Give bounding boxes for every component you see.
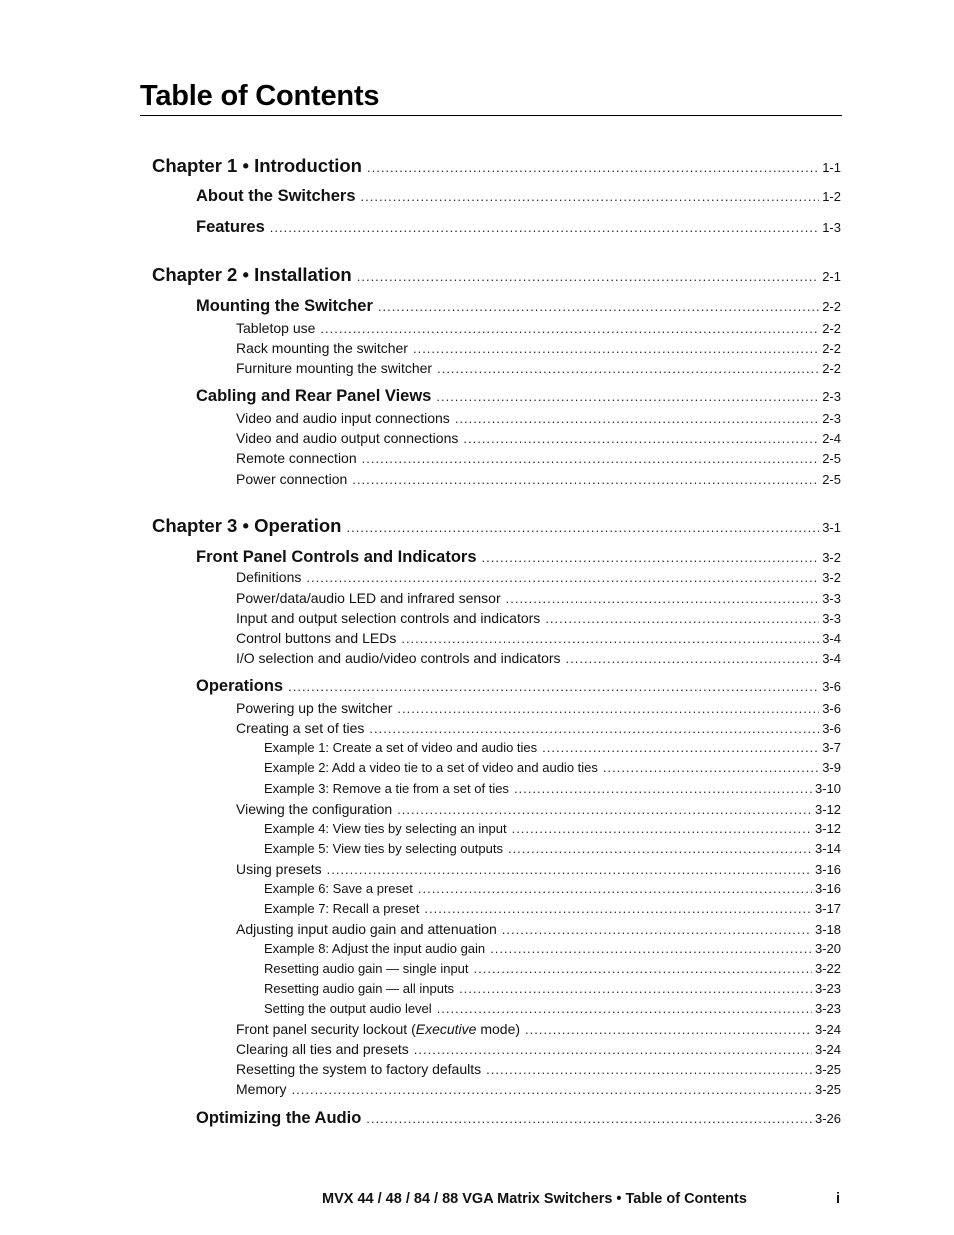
dot-leader bbox=[482, 550, 820, 565]
dot-leader bbox=[512, 821, 812, 836]
toc-page-number: 3-20 bbox=[814, 941, 841, 956]
dot-leader bbox=[320, 321, 819, 336]
toc-page-number: 1-1 bbox=[822, 160, 841, 175]
toc-entry-title: Example 4: View ties by selecting an input bbox=[264, 821, 507, 836]
dot-leader bbox=[292, 1082, 812, 1097]
toc-entry-title: Clearing all ties and presets bbox=[236, 1041, 409, 1057]
toc-page-number: 3-16 bbox=[814, 881, 841, 896]
dot-leader bbox=[362, 451, 820, 466]
dot-leader bbox=[545, 611, 819, 626]
toc-page-number: 3-23 bbox=[814, 981, 841, 996]
toc-entry-title: Example 8: Adjust the input audio gain bbox=[264, 941, 486, 956]
dot-leader bbox=[270, 220, 819, 235]
dot-leader bbox=[436, 389, 819, 404]
toc-section bbox=[196, 187, 841, 206]
toc-section bbox=[196, 548, 841, 567]
dot-leader bbox=[327, 862, 812, 877]
dot-leader bbox=[474, 961, 812, 976]
toc-section bbox=[196, 677, 841, 696]
toc-entry-title: Power/data/audio LED and infrared sensor bbox=[236, 590, 501, 606]
toc-entry-title: Resetting audio gain — single input bbox=[264, 961, 469, 976]
toc-page-number: 3-12 bbox=[814, 821, 841, 836]
toc-subsection bbox=[236, 610, 841, 626]
toc-page-number: 3-3 bbox=[822, 611, 841, 626]
toc-entry-title: Power connection bbox=[236, 471, 348, 487]
toc-subsection bbox=[236, 861, 841, 877]
dot-leader bbox=[525, 1022, 812, 1037]
dot-leader bbox=[437, 361, 819, 376]
dot-leader bbox=[514, 781, 812, 796]
toc-subsubsection bbox=[264, 941, 841, 956]
dot-leader bbox=[369, 721, 819, 736]
toc-subsection bbox=[236, 320, 841, 336]
toc-subsection bbox=[236, 921, 841, 937]
toc-entry-title: Front panel security lockout (Executive mode) bbox=[236, 1021, 521, 1037]
toc-page-number: 2-4 bbox=[822, 431, 841, 446]
toc-section bbox=[196, 218, 841, 237]
toc-subsubsection bbox=[264, 981, 841, 996]
toc-entry-title: Example 7: Recall a preset bbox=[264, 901, 420, 916]
dot-leader bbox=[418, 881, 812, 896]
toc-subsection bbox=[236, 340, 841, 356]
toc-entry-title: Video and audio output connections bbox=[236, 430, 459, 446]
toc-page-number: 2-5 bbox=[822, 451, 841, 466]
dot-leader bbox=[346, 520, 819, 535]
toc-page-number: 2-5 bbox=[822, 472, 841, 487]
toc-entry-title: Optimizing the Audio bbox=[196, 1109, 362, 1127]
toc-subsubsection bbox=[264, 760, 841, 775]
toc-subsubsection bbox=[264, 901, 841, 916]
toc-entry-title: Example 2: Add a video tie to a set of video and audio ties bbox=[264, 760, 598, 775]
page-title: Table of Contents bbox=[140, 80, 380, 112]
toc-entry-title: Powering up the switcher bbox=[236, 700, 393, 716]
toc-page-number: 3-26 bbox=[814, 1111, 841, 1126]
toc-entry-title: Viewing the configuration bbox=[236, 801, 393, 817]
toc-page-number: 3-25 bbox=[814, 1062, 841, 1077]
toc-subsection bbox=[236, 471, 841, 487]
toc-page-number: 1-2 bbox=[822, 189, 841, 204]
dot-leader bbox=[352, 472, 819, 487]
dot-leader bbox=[413, 341, 819, 356]
toc-page-number: 3-6 bbox=[822, 721, 841, 736]
dot-leader bbox=[566, 651, 820, 666]
toc-entry-title: Example 5: View ties by selecting outputs bbox=[264, 841, 503, 856]
dot-leader bbox=[502, 922, 812, 937]
toc-subsection bbox=[236, 1081, 841, 1097]
toc-subsubsection bbox=[264, 740, 841, 755]
toc-subsection bbox=[236, 360, 841, 376]
toc-entry-title: About the Switchers bbox=[196, 187, 356, 205]
toc-subsection bbox=[236, 590, 841, 606]
toc-entry-title: Chapter 1 • Introduction bbox=[152, 155, 362, 176]
toc-page-number: 3-4 bbox=[822, 631, 841, 646]
toc-subsubsection bbox=[264, 881, 841, 896]
toc-page-number: 3-2 bbox=[822, 570, 841, 585]
toc-subsection bbox=[236, 1061, 841, 1077]
footer-text: MVX 44 / 48 / 84 / 88 VGA Matrix Switchers • Table of Contents bbox=[322, 1191, 747, 1207]
dot-leader bbox=[367, 160, 819, 175]
toc-page-number: 3-16 bbox=[814, 862, 841, 877]
toc-page-number: 3-18 bbox=[814, 922, 841, 937]
toc-page-number: 3-24 bbox=[814, 1022, 841, 1037]
dot-leader bbox=[357, 269, 819, 284]
toc-entry-title: Operations bbox=[196, 677, 284, 695]
toc-subsubsection bbox=[264, 821, 841, 836]
toc-page-number: 3-4 bbox=[822, 651, 841, 666]
toc-page-number: 3-1 bbox=[822, 520, 841, 535]
dot-leader bbox=[397, 701, 819, 716]
toc-entry-title: Example 3: Remove a tie from a set of ties bbox=[264, 781, 509, 796]
toc-subsection bbox=[236, 1021, 841, 1037]
toc-entry-title: Using presets bbox=[236, 861, 322, 877]
toc-page-number: 2-3 bbox=[822, 389, 841, 404]
toc-page-number: 3-7 bbox=[822, 740, 841, 755]
toc-entry-title: Resetting the system to factory defaults bbox=[236, 1061, 482, 1077]
toc-page-number: 3-2 bbox=[822, 550, 841, 565]
toc-entry-title: I/O selection and audio/video controls and indicators bbox=[236, 650, 561, 666]
toc-entry-title: Tabletop use bbox=[236, 320, 316, 336]
dot-leader bbox=[437, 1001, 812, 1016]
dot-leader bbox=[397, 802, 812, 817]
toc-page-number: 3-3 bbox=[822, 591, 841, 606]
toc-page-number: 2-3 bbox=[822, 411, 841, 426]
toc-page-number: 3-23 bbox=[814, 1001, 841, 1016]
toc-entry-title: Creating a set of ties bbox=[236, 720, 365, 736]
dot-leader bbox=[366, 1111, 812, 1126]
dot-leader bbox=[378, 299, 819, 314]
toc-entry-title: Chapter 3 • Operation bbox=[152, 515, 342, 536]
toc-entry-title: Setting the output audio level bbox=[264, 1001, 432, 1016]
dot-leader bbox=[455, 411, 819, 426]
toc-chapter bbox=[152, 515, 841, 537]
toc-page-number: 3-6 bbox=[822, 679, 841, 694]
toc-entry-title: Remote connection bbox=[236, 450, 357, 466]
toc-page-number: 3-25 bbox=[814, 1082, 841, 1097]
dot-leader bbox=[288, 679, 819, 694]
dot-leader bbox=[542, 740, 819, 755]
toc-entry-title: Memory bbox=[236, 1081, 287, 1097]
toc-section bbox=[196, 297, 841, 316]
toc-subsection bbox=[236, 650, 841, 666]
dot-leader bbox=[306, 570, 819, 585]
toc-subsubsection bbox=[264, 841, 841, 856]
dot-leader bbox=[414, 1042, 812, 1057]
toc-entry-title: Adjusting input audio gain and attenuation bbox=[236, 921, 497, 937]
toc-page-number: 2-2 bbox=[822, 341, 841, 356]
toc-chapter bbox=[152, 155, 841, 177]
toc-subsection bbox=[236, 1041, 841, 1057]
toc-subsection bbox=[236, 700, 841, 716]
toc-entry-title: Example 1: Create a set of video and audio ties bbox=[264, 740, 538, 755]
toc-page-number: 3-22 bbox=[814, 961, 841, 976]
toc-page-number: 2-2 bbox=[822, 361, 841, 376]
toc-entry-title: Furniture mounting the switcher bbox=[236, 360, 433, 376]
dot-leader bbox=[401, 631, 819, 646]
dot-leader bbox=[361, 189, 820, 204]
toc-entry-title: Mounting the Switcher bbox=[196, 297, 373, 315]
footer-page-number: i bbox=[836, 1191, 841, 1207]
toc-entry-title: Features bbox=[196, 218, 265, 236]
toc-entry-title: Chapter 2 • Installation bbox=[152, 264, 352, 285]
toc-entry-title: Input and output selection controls and indicators bbox=[236, 610, 541, 626]
toc-entry-title: Video and audio input connections bbox=[236, 410, 450, 426]
dot-leader bbox=[424, 901, 812, 916]
toc-page-number: 1-3 bbox=[822, 220, 841, 235]
toc-entry-title: Front Panel Controls and Indicators bbox=[196, 548, 477, 566]
toc-subsection bbox=[236, 569, 841, 585]
toc-page-number: 3-14 bbox=[814, 841, 841, 856]
toc-entry-title: Rack mounting the switcher bbox=[236, 340, 408, 356]
dot-leader bbox=[463, 431, 819, 446]
dot-leader bbox=[490, 941, 812, 956]
toc-subsection bbox=[236, 430, 841, 446]
dot-leader bbox=[506, 591, 820, 606]
toc-subsection bbox=[236, 630, 841, 646]
toc-page-number: 3-10 bbox=[814, 781, 841, 796]
toc-page-number: 3-6 bbox=[822, 701, 841, 716]
toc-subsubsection bbox=[264, 1001, 841, 1016]
toc-entry-title: Resetting audio gain — all inputs bbox=[264, 981, 455, 996]
toc-page-number: 3-12 bbox=[814, 802, 841, 817]
dot-leader bbox=[459, 981, 812, 996]
toc-subsection bbox=[236, 801, 841, 817]
toc-page-number: 3-17 bbox=[814, 901, 841, 916]
toc-subsection bbox=[236, 410, 841, 426]
dot-leader bbox=[508, 841, 812, 856]
toc-entry-title: Control buttons and LEDs bbox=[236, 630, 397, 646]
toc-page-number: 3-24 bbox=[814, 1042, 841, 1057]
toc-subsection bbox=[236, 720, 841, 736]
dot-leader bbox=[603, 760, 819, 775]
dot-leader bbox=[486, 1062, 812, 1077]
toc-section bbox=[196, 387, 841, 406]
toc-entry-title: Example 6: Save a preset bbox=[264, 881, 413, 896]
toc-chapter bbox=[152, 264, 841, 286]
toc-page-number: 2-1 bbox=[822, 269, 841, 284]
toc-page-number: 3-9 bbox=[822, 760, 841, 775]
toc-entry-title: Definitions bbox=[236, 569, 302, 585]
toc-page-number: 2-2 bbox=[822, 321, 841, 336]
toc-entry-title: Cabling and Rear Panel Views bbox=[196, 387, 432, 405]
toc-section bbox=[196, 1109, 841, 1128]
toc-subsection bbox=[236, 450, 841, 466]
toc-subsubsection bbox=[264, 781, 841, 796]
toc-subsubsection bbox=[264, 961, 841, 976]
toc-page-number: 2-2 bbox=[822, 299, 841, 314]
